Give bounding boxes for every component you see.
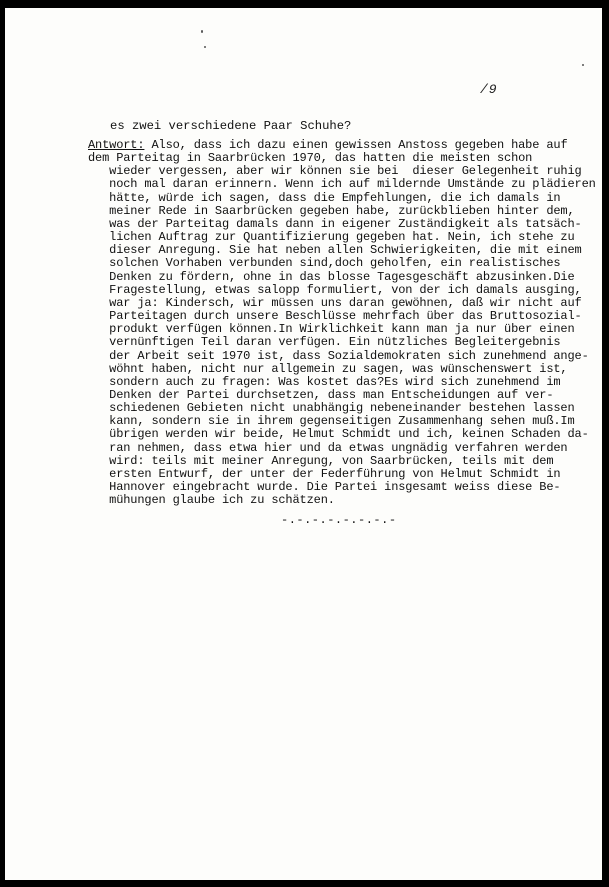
answer-line: Hannover eingebracht wurde. Die Partei insgesamt weiss diese Be- (88, 480, 561, 495)
answer-line: wird: teils mit meiner Anregung, von Saarbrücken, teils mit dem (88, 453, 554, 468)
answer-line: Parteitagen durch unsere Beschlüsse mehrfach über das Bruttosozial- (88, 309, 582, 324)
answer-line: meiner Rede in Saarbrücken gegeben habe, zurückblieben hinter dem, (88, 203, 575, 218)
answer-line: Denken der Partei durchsetzen, dass man Entscheidungen auf ver- (88, 387, 554, 402)
answer-line: lichen Auftrag zur Quantifizierung gegeben hat. Nein, ich stehe zu (88, 230, 575, 245)
answer-line: vernünftigen Teil daran verfügen. Ein nützliches Begleitergebnis (88, 335, 561, 350)
page-number: /9 (480, 82, 498, 97)
document-page (5, 8, 602, 880)
answer-line: sondern auch zu fragen: Was kostet das?Es wird sich zunehmend im (88, 374, 561, 389)
section-separator: -.-.-.-.-.-.-.- (281, 513, 397, 527)
answer-line: hätte, würde ich sagen, dass die Empfehlungen, die ich damals in (88, 190, 561, 205)
answer-line: dem Parteitag in Saarbrücken 1970, das hatten die meisten schon (88, 151, 533, 166)
answer-line: übrigen werden wir beide, Helmut Schmidt und ich, keinen Schaden da- (88, 427, 589, 442)
answer-line: was der Parteitag damals dann in eigener Zuständigkeit als tatsäch- (88, 216, 582, 231)
answer-line: Fragestellung, etwas salopp formuliert, von der ich damals ausging, (88, 282, 582, 297)
answer-line: war ja: Kindersch, wir müssen uns daran gewöhnen, daß wir nicht auf (88, 295, 582, 310)
answer-line: dieser Anregung. Sie hat neben allen Schwierigkeiten, die mit einem (88, 243, 582, 258)
scan-speck (201, 30, 203, 33)
scan-speck (582, 64, 584, 66)
answer-line: solchen Vorhaben verbunden sind,doch geholfen, ein realistisches (88, 256, 561, 271)
scan-speck (204, 46, 206, 48)
answer-line: ersten Entwurf, der unter der Federführung von Helmut Schmidt in (88, 466, 561, 481)
answer-line: wieder vergessen, aber wir können sie bei dieser Gelegenheit ruhig (88, 164, 582, 179)
answer-line: der Arbeit seit 1970 ist, dass Sozialdemokraten sich zunehmend ange- (88, 348, 589, 363)
answer-line: kann, sondern sie in ihrem gegenseitigen Zusammenhang sehen muß.Im (88, 414, 575, 429)
answer-line: noch mal daran erinnern. Wenn ich auf mildernde Umstände zu plädieren (88, 177, 596, 192)
answer-line: wöhnt haben, nicht nur allgemein zu sagen, was wünschenswert ist, (88, 361, 568, 376)
question-text: es zwei verschiedene Paar Schuhe? (110, 119, 352, 133)
answer-label: Antwort: (88, 138, 145, 152)
answer-line-text: Also, dass ich dazu einen gewissen Anstoss gegeben habe auf (144, 138, 568, 152)
answer-line: ran nehmen, dass etwa hier und da etwas ungnädig verfahren werden (88, 440, 568, 455)
answer-line: produkt verfügen können.In Wirklichkeit kann man ja nur über einen (88, 322, 575, 337)
answer-line: Denken zu fördern, ohne in das blosse Tagesgeschäft abzusinken.Die (88, 269, 575, 284)
answer-block (88, 139, 602, 507)
answer-line: schiedenen Gebieten nicht unabhängig nebeneinander bestehen lassen (88, 401, 575, 416)
answer-line: mühungen glaube ich zu schätzen. (88, 493, 335, 508)
